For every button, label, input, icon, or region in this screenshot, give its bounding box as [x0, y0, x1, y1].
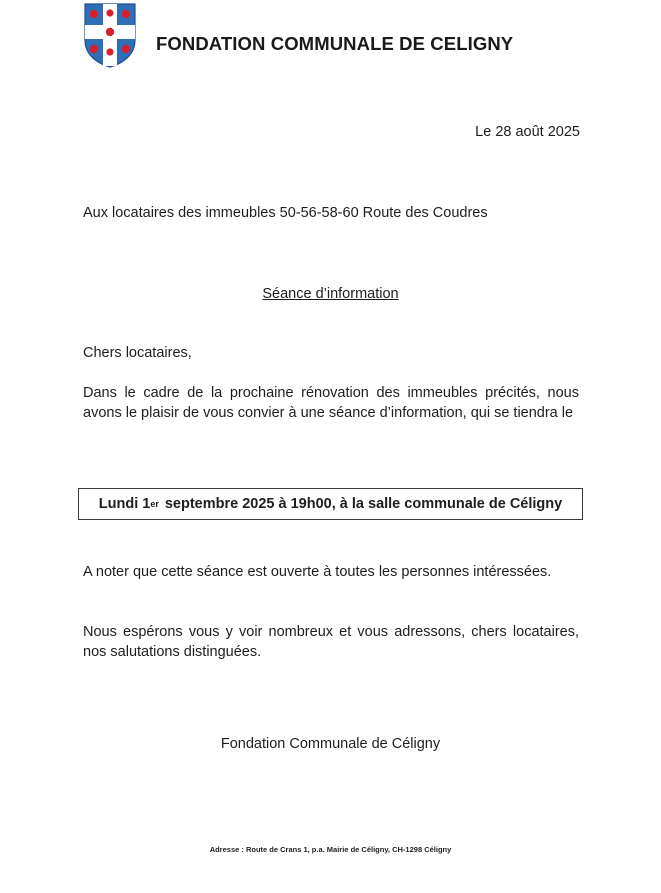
signature: Fondation Communale de Céligny — [220, 736, 441, 752]
footer-address: Adresse : Route de Crans 1, p.a. Mairie de Céligny, CH-1298 Céligny — [209, 845, 452, 854]
invitation-paragraph: Dans le cadre de la prochaine rénovation des immeubles précités, nous avons le plaisir de vous convier à une séance d’information, qui se tiendra le — [83, 385, 579, 421]
coat-of-arms-logo — [83, 2, 137, 68]
closing-paragraph: Nous espérons vous y voir nombreux et vous adressons, chers locataires, nos salutations distinguées. — [83, 624, 579, 660]
greeting: Chers locataires, — [83, 345, 192, 361]
event-day: Lundi 1 — [98, 496, 151, 512]
recipients-line: Aux locataires des immeubles 50-56-58-60 Route des Coudres — [83, 205, 488, 221]
event-ordinal: er — [150, 499, 159, 509]
notice-paragraph: A noter que cette séance est ouverte à toutes les personnes intéressées. — [83, 564, 552, 580]
event-rest: septembre 2025 à 19h00, à la salle communale de Céligny — [160, 496, 563, 512]
letter-subject: Séance d’information — [262, 286, 399, 302]
event-details-box — [78, 488, 583, 520]
letter-date: Le 28 août 2025 — [475, 124, 580, 140]
organization-title: FONDATION COMMUNALE DE CELIGNY — [156, 33, 514, 54]
